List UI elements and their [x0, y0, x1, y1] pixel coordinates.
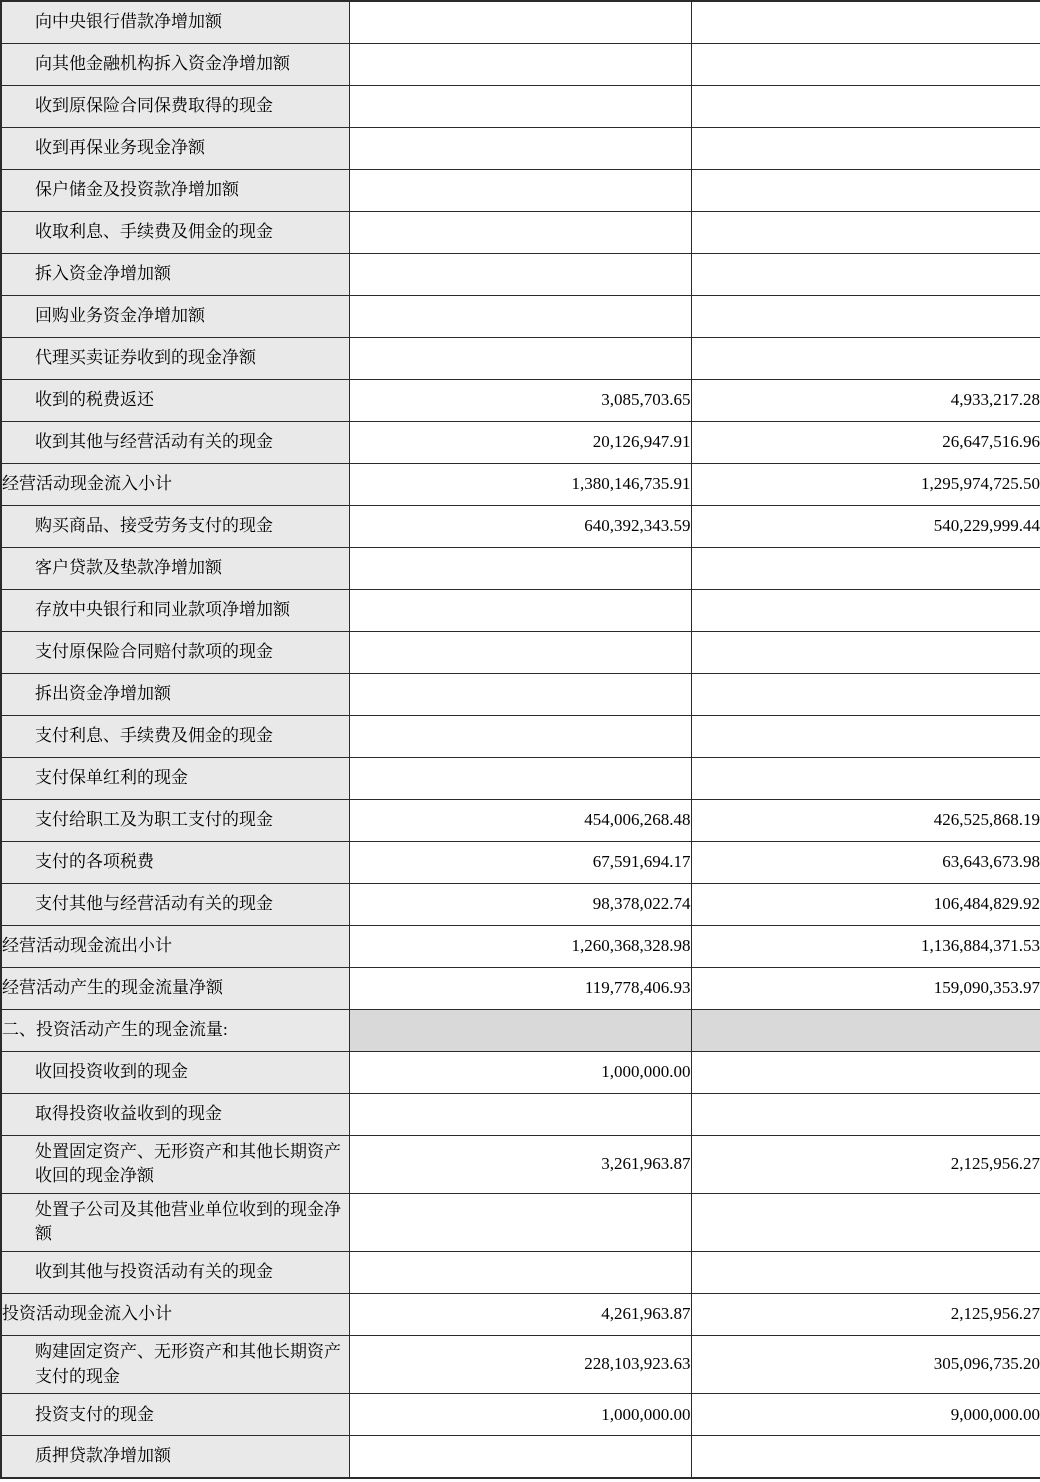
table-row — [1, 1135, 1040, 1193]
prior-period-amount-cell: 426,525,868.19 — [691, 799, 1040, 841]
item-label-cell: 客户贷款及垫款净增加额 — [1, 547, 349, 589]
current-period-amount-cell — [349, 1436, 691, 1478]
table-row — [1, 883, 1040, 925]
prior-period-amount-cell: 2,125,956.27 — [691, 1135, 1040, 1193]
current-period-amount-cell — [349, 1252, 691, 1294]
table-row — [1, 43, 1040, 85]
prior-period-amount-cell: 63,643,673.98 — [691, 841, 1040, 883]
table-row — [1, 1436, 1040, 1478]
prior-period-amount-cell — [691, 547, 1040, 589]
item-label-cell: 二、投资活动产生的现金流量: — [1, 1009, 349, 1051]
prior-period-amount-cell — [691, 673, 1040, 715]
prior-period-amount-cell: 540,229,999.44 — [691, 505, 1040, 547]
current-period-amount-cell: 640,392,343.59 — [349, 505, 691, 547]
item-label-cell: 拆出资金净增加额 — [1, 673, 349, 715]
current-period-amount-cell: 228,103,923.63 — [349, 1336, 691, 1394]
prior-period-amount-cell: 9,000,000.00 — [691, 1394, 1040, 1436]
item-label-cell: 收到其他与经营活动有关的现金 — [1, 421, 349, 463]
prior-period-amount-cell: 305,096,735.20 — [691, 1336, 1040, 1394]
item-label-cell: 向其他金融机构拆入资金净增加额 — [1, 43, 349, 85]
item-label-cell: 收到原保险合同保费取得的现金 — [1, 85, 349, 127]
table-row — [1, 1193, 1040, 1251]
item-label-cell: 支付保单红利的现金 — [1, 757, 349, 799]
prior-period-amount-cell — [691, 631, 1040, 673]
current-period-amount-cell — [349, 757, 691, 799]
current-period-amount-cell — [349, 631, 691, 673]
table-row — [1, 547, 1040, 589]
item-label-cell: 投资支付的现金 — [1, 1394, 349, 1436]
prior-period-amount-cell: 159,090,353.97 — [691, 967, 1040, 1009]
prior-period-amount-cell — [691, 715, 1040, 757]
table-row — [1, 1, 1040, 43]
prior-period-amount-cell — [691, 1051, 1040, 1093]
prior-period-amount-cell — [691, 1252, 1040, 1294]
current-period-amount-cell — [349, 211, 691, 253]
current-period-amount-cell: 119,778,406.93 — [349, 967, 691, 1009]
item-label-cell: 质押贷款净增加额 — [1, 1436, 349, 1478]
table-row — [1, 589, 1040, 631]
current-period-amount-cell: 1,000,000.00 — [349, 1051, 691, 1093]
current-period-amount-cell — [349, 1093, 691, 1135]
item-label-cell: 收回投资收到的现金 — [1, 1051, 349, 1093]
table-row — [1, 127, 1040, 169]
table-row — [1, 1294, 1040, 1336]
current-period-amount-cell — [349, 253, 691, 295]
table-row — [1, 169, 1040, 211]
item-label-cell: 存放中央银行和同业款项净增加额 — [1, 589, 349, 631]
item-label-cell: 支付给职工及为职工支付的现金 — [1, 799, 349, 841]
prior-period-amount-cell: 4,933,217.28 — [691, 379, 1040, 421]
current-period-amount-cell — [349, 589, 691, 631]
section-header-row — [1, 1009, 1040, 1051]
item-label-cell: 处置固定资产、无形资产和其他长期资产收回的现金净额 — [1, 1135, 349, 1193]
item-label-cell: 回购业务资金净增加额 — [1, 295, 349, 337]
prior-period-amount-cell — [691, 1093, 1040, 1135]
prior-period-amount-cell: 1,136,884,371.53 — [691, 925, 1040, 967]
prior-period-amount-cell — [691, 1009, 1040, 1051]
item-label-cell: 支付原保险合同赔付款项的现金 — [1, 631, 349, 673]
table-row — [1, 631, 1040, 673]
current-period-amount-cell: 4,261,963.87 — [349, 1294, 691, 1336]
table-row — [1, 1051, 1040, 1093]
table-row — [1, 379, 1040, 421]
table-row — [1, 1252, 1040, 1294]
table-row — [1, 337, 1040, 379]
table-row — [1, 421, 1040, 463]
current-period-amount-cell — [349, 1009, 691, 1051]
table-row — [1, 253, 1040, 295]
prior-period-amount-cell: 2,125,956.27 — [691, 1294, 1040, 1336]
current-period-amount-cell: 1,380,146,735.91 — [349, 463, 691, 505]
item-label-cell: 经营活动产生的现金流量净额 — [1, 967, 349, 1009]
prior-period-amount-cell — [691, 1193, 1040, 1251]
current-period-amount-cell: 1,000,000.00 — [349, 1394, 691, 1436]
table-row — [1, 967, 1040, 1009]
current-period-amount-cell: 98,378,022.74 — [349, 883, 691, 925]
table-row — [1, 211, 1040, 253]
prior-period-amount-cell — [691, 295, 1040, 337]
current-period-amount-cell: 1,260,368,328.98 — [349, 925, 691, 967]
current-period-amount-cell — [349, 1193, 691, 1251]
item-label-cell: 购买商品、接受劳务支付的现金 — [1, 505, 349, 547]
cash-flow-table-body — [1, 1, 1040, 1478]
table-row — [1, 841, 1040, 883]
current-period-amount-cell — [349, 715, 691, 757]
prior-period-amount-cell: 1,295,974,725.50 — [691, 463, 1040, 505]
current-period-amount-cell: 3,085,703.65 — [349, 379, 691, 421]
prior-period-amount-cell — [691, 589, 1040, 631]
item-label-cell: 收到再保业务现金净额 — [1, 127, 349, 169]
prior-period-amount-cell — [691, 253, 1040, 295]
current-period-amount-cell — [349, 169, 691, 211]
current-period-amount-cell — [349, 1, 691, 43]
prior-period-amount-cell — [691, 1, 1040, 43]
item-label-cell: 代理买卖证券收到的现金净额 — [1, 337, 349, 379]
item-label-cell: 处置子公司及其他营业单位收到的现金净额 — [1, 1193, 349, 1251]
table-row — [1, 1394, 1040, 1436]
item-label-cell: 经营活动现金流出小计 — [1, 925, 349, 967]
current-period-amount-cell: 3,261,963.87 — [349, 1135, 691, 1193]
item-label-cell: 保户储金及投资款净增加额 — [1, 169, 349, 211]
table-row — [1, 85, 1040, 127]
item-label-cell: 支付利息、手续费及佣金的现金 — [1, 715, 349, 757]
item-label-cell: 收到的税费返还 — [1, 379, 349, 421]
table-row — [1, 295, 1040, 337]
current-period-amount-cell — [349, 295, 691, 337]
item-label-cell: 拆入资金净增加额 — [1, 253, 349, 295]
table-row — [1, 757, 1040, 799]
prior-period-amount-cell — [691, 1436, 1040, 1478]
current-period-amount-cell — [349, 85, 691, 127]
item-label-cell: 收取利息、手续费及佣金的现金 — [1, 211, 349, 253]
prior-period-amount-cell: 106,484,829.92 — [691, 883, 1040, 925]
prior-period-amount-cell — [691, 169, 1040, 211]
current-period-amount-cell — [349, 673, 691, 715]
table-row — [1, 673, 1040, 715]
prior-period-amount-cell — [691, 85, 1040, 127]
item-label-cell: 购建固定资产、无形资产和其他长期资产支付的现金 — [1, 1336, 349, 1394]
item-label-cell: 支付其他与经营活动有关的现金 — [1, 883, 349, 925]
table-row — [1, 925, 1040, 967]
item-label-cell: 支付的各项税费 — [1, 841, 349, 883]
current-period-amount-cell: 454,006,268.48 — [349, 799, 691, 841]
item-label-cell: 投资活动现金流入小计 — [1, 1294, 349, 1336]
prior-period-amount-cell — [691, 43, 1040, 85]
table-row — [1, 463, 1040, 505]
item-label-cell: 经营活动现金流入小计 — [1, 463, 349, 505]
item-label-cell: 向中央银行借款净增加额 — [1, 1, 349, 43]
current-period-amount-cell — [349, 337, 691, 379]
current-period-amount-cell: 67,591,694.17 — [349, 841, 691, 883]
table-row — [1, 1336, 1040, 1394]
prior-period-amount-cell — [691, 757, 1040, 799]
current-period-amount-cell — [349, 547, 691, 589]
prior-period-amount-cell — [691, 127, 1040, 169]
prior-period-amount-cell: 26,647,516.96 — [691, 421, 1040, 463]
item-label-cell: 收到其他与投资活动有关的现金 — [1, 1252, 349, 1294]
prior-period-amount-cell — [691, 211, 1040, 253]
prior-period-amount-cell — [691, 337, 1040, 379]
table-row — [1, 505, 1040, 547]
table-row — [1, 799, 1040, 841]
table-row — [1, 1093, 1040, 1135]
table-row — [1, 715, 1040, 757]
current-period-amount-cell: 20,126,947.91 — [349, 421, 691, 463]
current-period-amount-cell — [349, 43, 691, 85]
current-period-amount-cell — [349, 127, 691, 169]
item-label-cell: 取得投资收益收到的现金 — [1, 1093, 349, 1135]
